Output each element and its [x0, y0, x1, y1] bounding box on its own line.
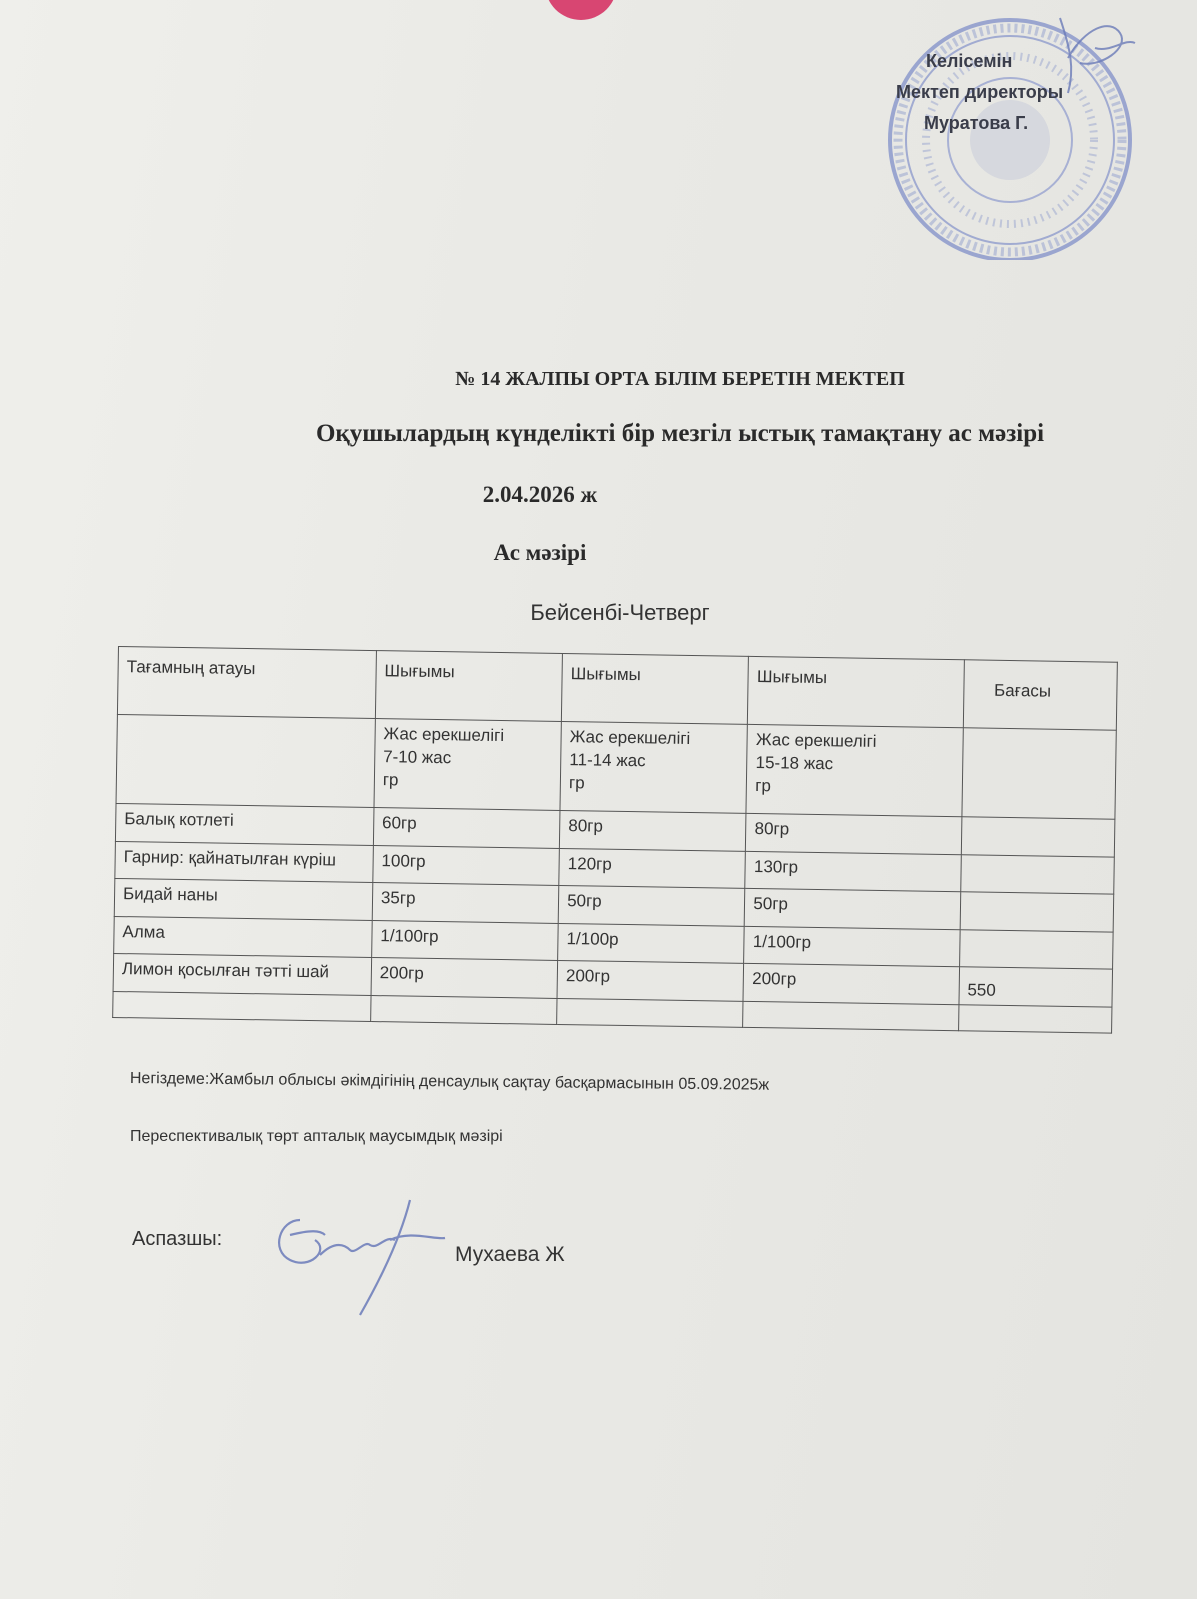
age-group-row — [116, 714, 1116, 819]
table-cell: Алма — [114, 916, 372, 958]
header-cell: Шығымы — [561, 653, 748, 724]
table-cell — [370, 996, 557, 1025]
table-cell: Балық котлеті — [115, 803, 373, 845]
table-cell: 80гр — [559, 810, 746, 851]
menu-date: 2.04.2026 ж — [482, 482, 598, 507]
table-cell: 80гр — [746, 813, 962, 854]
table-cell: Лимон қосылған тәтті шай — [113, 954, 371, 996]
table-cell: 1/100гр — [744, 926, 960, 967]
approval-line-2: Мектеп директоры — [896, 82, 1064, 102]
table-cell: 1/100р — [558, 923, 745, 964]
table-cell: 60гр — [373, 808, 560, 849]
approval-block — [880, 46, 1130, 139]
table-cell — [959, 930, 1113, 970]
document-title: Оқушылардың күнделікті бір мезгіл ыстық тамақтану ас мәзірі — [315, 420, 1045, 447]
table-cell — [960, 854, 1114, 894]
table-cell: 50гр — [745, 889, 961, 930]
age-cell — [962, 728, 1117, 819]
table-cell — [961, 817, 1115, 857]
menu-table-container — [112, 646, 1138, 1034]
table-cell — [113, 991, 371, 1021]
age-cell: Жас ерекшелігі 11-14 жас гр — [560, 721, 748, 813]
cook-signature — [260, 1190, 450, 1320]
approval-line-3: Муратова Г. — [924, 113, 1029, 133]
table-cell — [960, 892, 1114, 932]
menu-table — [112, 646, 1118, 1034]
basis-note-2: Переспективалық төрт апталық маусымдық мәзірі — [130, 1128, 503, 1145]
school-name: № 14 ЖАЛПЫ ОРТА БІЛІМ БЕРЕТІН МЕКТЕП — [455, 368, 905, 390]
table-cell: Гарнир: қайнатылған күріш — [115, 841, 373, 883]
table-cell: 130гр — [745, 851, 961, 892]
table-cell: 50гр — [558, 886, 745, 927]
table-cell: Бидай наны — [114, 879, 372, 921]
cook-label: Аспазшы: — [132, 1228, 223, 1250]
cook-name: Мухаева Ж — [455, 1243, 565, 1266]
table-cell: 550 — [959, 967, 1113, 1007]
table-cell: 200гр — [743, 964, 959, 1005]
table-cell: 200гр — [371, 958, 558, 999]
header-cell: Тағамның атауы — [117, 647, 376, 719]
table-cell: 200гр — [557, 961, 744, 1002]
menu-heading: Ас мәзірі — [493, 540, 587, 565]
age-cell: Жас ерекшелігі 7-10 жас гр — [374, 719, 562, 811]
table-cell: 100гр — [373, 845, 560, 886]
age-cell — [116, 714, 375, 807]
header-cell: Шығымы — [748, 656, 964, 727]
table-cell: 120гр — [559, 848, 746, 889]
header-cell: Шығымы — [375, 651, 562, 722]
basis-note: Негіздеме:Жамбыл облысы әкімдігінің денсаулық сақтау басқармасынын 05.09.2025ж — [129, 1070, 770, 1094]
table-cell — [743, 1001, 959, 1030]
table-cell: 35гр — [372, 883, 559, 924]
table-cell: 1/100гр — [371, 920, 558, 961]
header-cell: Бағасы — [963, 660, 1117, 730]
day-of-week: Бейсенбі-Четверг — [530, 600, 710, 625]
table-cell — [958, 1005, 1112, 1033]
table-cell — [557, 998, 744, 1027]
approval-line-1: Келісемін — [926, 51, 1013, 71]
age-cell: Жас ерекшелігі 15-18 жас гр — [746, 724, 963, 816]
